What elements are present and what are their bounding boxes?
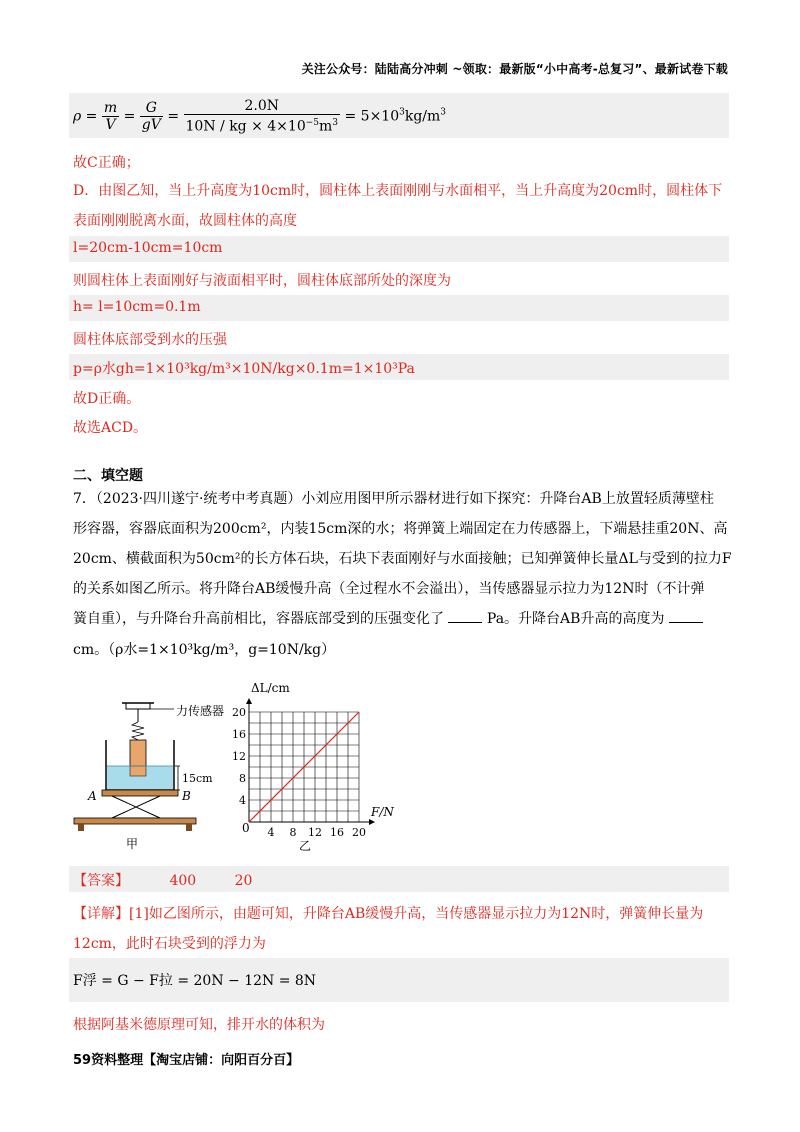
x-axis-arrow — [369, 819, 375, 825]
answer-blank-1[interactable] — [448, 610, 482, 623]
label-b: B — [182, 789, 191, 803]
y-tick-label: 4 — [239, 794, 246, 807]
formula-rho: ρ — [73, 108, 82, 125]
answer-1: 400 — [169, 873, 197, 889]
text-line: l=20cm-10cm=10cm — [73, 240, 223, 256]
origin-label: 0 — [242, 821, 250, 835]
text-line: D．由图乙知，当上升高度为10cm时，圆柱体上表面刚刚与水面相平，当上升高度为20cm时，圆柱体下 — [73, 183, 723, 199]
text-line: 圆柱体底部受到水的压强 — [73, 332, 227, 348]
question-line: 7．（2023·四川遂宁·统考中考真题）小刘应用图甲所示器材进行如下探究：升降台AB上放置轻质薄壁柱 — [73, 491, 714, 507]
page-footer: 59资料整理【淘宝店铺：向阳百分百】 — [73, 1053, 300, 1068]
text-line: 故D正确。 — [73, 391, 141, 407]
question-line: 的关系如图乙所示。将升降台AB缓慢升高（全过程水不会溢出），当传感器显示拉力为12N时（不计弹 — [73, 581, 705, 597]
y-axis-arrow — [246, 698, 252, 704]
text-line: h= l=10cm=0.1m — [73, 299, 201, 315]
depth-label: 15cm — [182, 772, 213, 785]
text-line: p=ρ水gh=1×10³kg/m³×10N/kg×0.1m=1×10³Pa — [73, 361, 415, 377]
lift-platform — [102, 790, 178, 796]
x-tick-label: 8 — [289, 826, 297, 839]
text-line: 则圆柱体上表面刚好与液面相平时，圆柱体底部所处的深度为 — [73, 273, 451, 289]
page-header: 关注公众号：陆陆高分冲刺 ~领取：最新版“小中高考-总复习”、最新试卷下载 — [301, 62, 728, 76]
y-axis-label: ΔL/cm — [251, 681, 290, 695]
label-a: A — [88, 789, 97, 803]
y-tick-label: 16 — [232, 728, 246, 741]
text-line: 故C正确； — [73, 155, 140, 171]
sensor-label: 力传感器 — [176, 704, 225, 718]
answer-label: 【答案】 — [73, 873, 129, 889]
x-axis-label: F/N — [371, 805, 394, 819]
question-line: cm。（ρ水=1×10³kg/m³，g=10N/kg） — [73, 642, 336, 658]
question-line: 形容器，容器底面积为200cm²，内装15cm深的水；将弹簧上端固定在力传感器上，下端悬挂重20N、高 — [73, 521, 728, 537]
y-tick-label: 12 — [232, 750, 246, 763]
caption-yi: 乙 — [299, 839, 312, 853]
base-leg — [186, 824, 192, 831]
base — [74, 818, 196, 824]
x-tick-label: 20 — [352, 826, 366, 839]
caption-jia: 甲 — [126, 837, 139, 851]
text-line: 表面刚刚脱离水面，故圆柱体的高度 — [73, 213, 297, 229]
apparatus-figure — [70, 700, 230, 860]
density-formula: ρ = $\frac{m}{V}$ = $\frac{G}{gV}$ = $\frac{2.0N}{10N / kg \times 4\times 10^{-5}m^3}$ = $5\times 10^3kg/m^3$ — [69, 93, 729, 138]
y-tick-label: 20 — [232, 706, 246, 719]
answer-blank-2[interactable] — [669, 610, 703, 623]
spring — [132, 722, 144, 740]
question-line: 簧自重），与升降台升高前相比，容器底部受到的压强变化了 Pa。升降台AB升高的高度为 — [73, 608, 703, 628]
x-tick-label: 12 — [308, 826, 322, 839]
force-extension-chart — [232, 678, 415, 860]
detail-line: 【详解】[1]如乙图所示，由题可知，升降台AB缓慢升高，当传感器显示拉力为12N时，弹簧伸长量为 — [73, 906, 704, 922]
section-title: 二、填空题 — [73, 468, 143, 484]
buoyancy-formula-text: F浮 = G − F拉 = 20N − 12N = 8N — [73, 973, 317, 989]
detail-line: 12cm，此时石块受到的浮力为 — [73, 936, 266, 952]
y-tick-label: 8 — [239, 772, 246, 785]
base-leg — [78, 824, 84, 831]
detail-line: 根据阿基米德原理可知，排开水的体积为 — [73, 1017, 325, 1033]
sensor-body — [126, 703, 150, 709]
answer-line — [73, 870, 252, 890]
x-tick-label: 4 — [267, 826, 275, 839]
answer-2: 20 — [234, 873, 253, 889]
question-line: 20cm、横截面积为50cm²的长方体石块，石块下表面刚好与水面接触；已知弹簧伸长量ΔL与受到的拉力F — [73, 551, 732, 567]
text-line: 故选ACD。 — [73, 420, 148, 436]
x-tick-label: 16 — [330, 826, 344, 839]
